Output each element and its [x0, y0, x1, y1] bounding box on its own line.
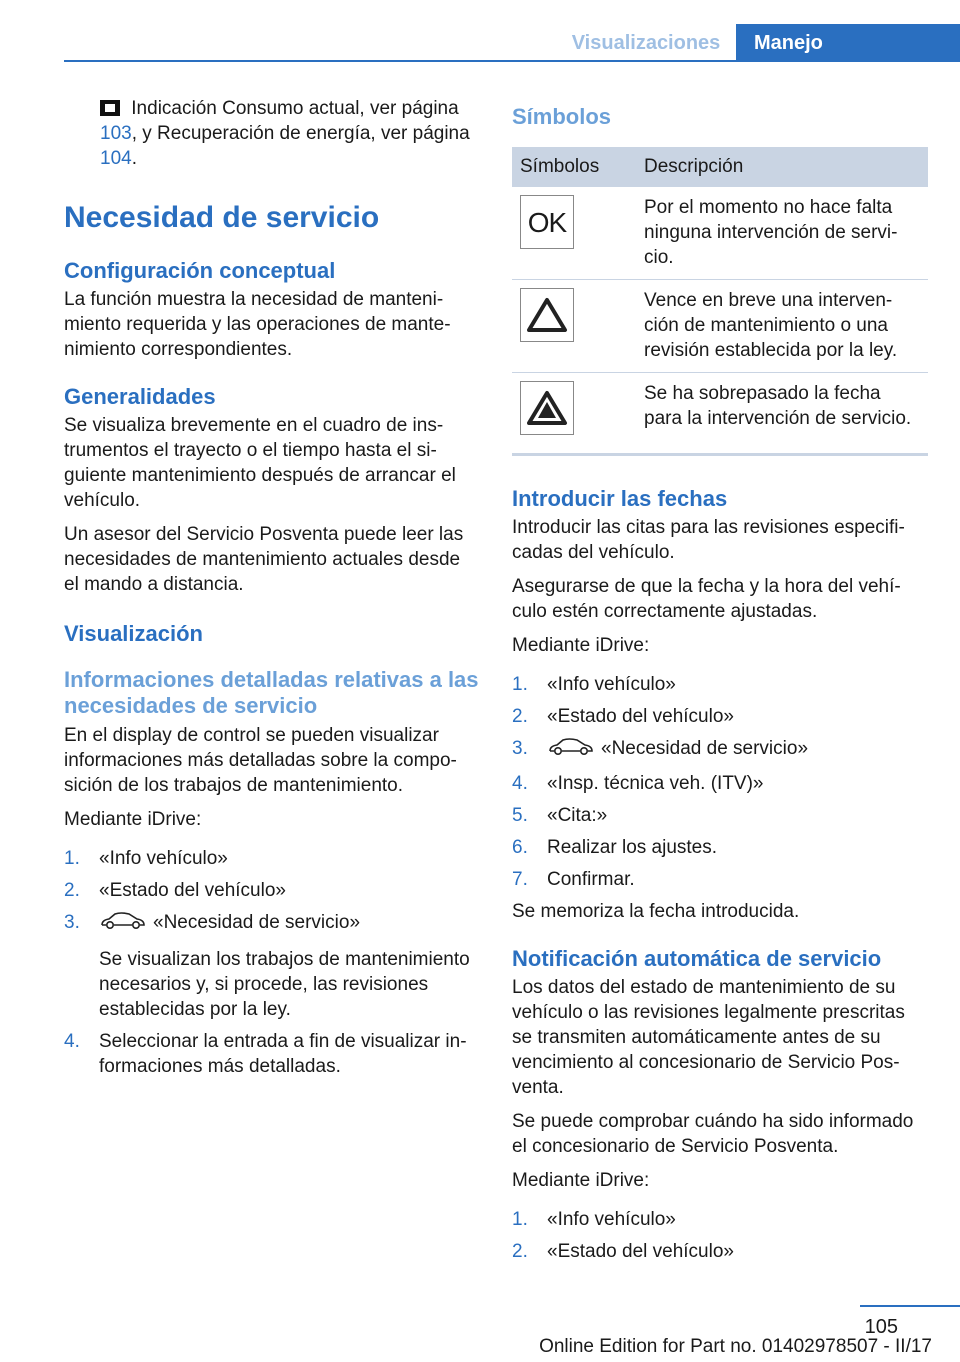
paragraph: Mediante iDrive: — [512, 1170, 650, 1191]
list-item — [512, 867, 928, 892]
note-text-mid: , y Recuperación de energía, ver página — [131, 123, 470, 144]
step-number: 1. — [512, 1209, 528, 1230]
step-number: 7. — [512, 869, 528, 890]
symbol-cell — [512, 280, 636, 373]
step-text: «Info vehículo» — [99, 848, 228, 869]
heading-introducir-fechas: Introducir las fechas — [512, 486, 728, 511]
symbol-cell — [512, 373, 636, 455]
list-item — [64, 910, 480, 1022]
edition-footer: Online Edition for Part no. 01402978507 - II/17 — [539, 1336, 932, 1357]
step-number: 5. — [512, 805, 528, 826]
description-cell: Por el momento no hace falta ninguna intervención de servicio. — [636, 187, 928, 280]
symbols-table — [512, 147, 928, 456]
car-service-icon — [547, 737, 595, 764]
triangle-exclamation-icon — [520, 381, 574, 435]
step-text: «Estado del vehículo» — [547, 706, 734, 727]
list-item — [512, 835, 928, 860]
step-number: 6. — [512, 837, 528, 858]
paragraph: Se visualiza brevemente en el cuadro de instrumentos el trayecto o el tiempo hasta el siguiente mantenimiento después de arrancar el vehículo. — [64, 415, 456, 511]
step-subtext: Se visualizan los trabajos de mantenimiento necesarios y, si procede, las revisiones establecidas por la ley. — [99, 949, 470, 1020]
fechas-steps-list — [512, 672, 928, 892]
paragraph: Los datos del estado de mantenimiento de su vehículo o las revisiones legalmente prescritas se transmiten automáticamente antes de su vencimiento al concesionario de Servicio Posventa. — [512, 977, 905, 1098]
table-row — [512, 373, 928, 455]
paragraph: Mediante iDrive: — [512, 635, 650, 656]
paragraph: En el display de control se pueden visualizar informaciones más detalladas sobre la composición de los trabajos de mantenimiento. — [64, 725, 457, 796]
list-item — [64, 878, 480, 903]
paragraph: Introducir las citas para las revisiones especificadas del vehículo. — [512, 517, 905, 563]
step-text: Realizar los ajustes. — [547, 837, 718, 858]
list-item — [512, 1207, 928, 1232]
table-row — [512, 187, 928, 280]
paragraph: Asegurarse de que la fecha y la hora del vehículo estén correctamente ajustadas. — [512, 576, 901, 622]
description-cell: Se ha sobrepasado la fecha para la intervención de servicio. — [636, 373, 928, 455]
step-text: «Insp. técnica veh. (ITV)» — [547, 773, 764, 794]
note-icon — [100, 100, 120, 116]
note-text-after: . — [131, 148, 137, 169]
list-item — [512, 736, 928, 764]
step-text: «Estado del vehículo» — [547, 1241, 734, 1262]
note-paragraph — [64, 96, 480, 171]
step-number: 4. — [512, 773, 528, 794]
note-text-before: Indicación Consumo actual, ver página — [126, 98, 459, 119]
step-number: 2. — [512, 706, 528, 727]
list-item — [64, 846, 480, 871]
list-item — [512, 672, 928, 697]
step-number: 2. — [512, 1241, 528, 1262]
step-text: «Estado del vehículo» — [99, 880, 286, 901]
header-tab-visualizaciones[interactable]: Visualizaciones — [571, 32, 721, 54]
step-number: 3. — [512, 738, 528, 759]
step-number: 4. — [64, 1031, 80, 1052]
step-number: 1. — [512, 674, 528, 695]
heading-visualizacion: Visualización — [64, 621, 203, 646]
right-column — [512, 96, 928, 1271]
paragraph: Se puede comprobar cuándo ha sido informado el concesionario de Servicio Posventa. — [512, 1111, 914, 1157]
header-rule — [64, 60, 960, 62]
idrive-steps-list — [64, 846, 480, 1079]
step-text: «Cita:» — [547, 805, 608, 826]
header-tab-manejo[interactable]: Manejo — [736, 24, 960, 62]
paragraph: Un asesor del Servicio Posventa puede leer las necesidades de mantenimiento actuales desde el mando a distancia. — [64, 524, 464, 595]
step-text: «Necesidad de servicio» — [153, 912, 361, 933]
paragraph: La función muestra la necesidad de mantenimiento requerida y las operaciones de mantenimiento correspondientes. — [64, 289, 451, 360]
page-link-103[interactable]: 103 — [100, 123, 132, 144]
step-text: «Necesidad de servicio» — [601, 738, 809, 759]
list-item — [512, 803, 928, 828]
step-text: Confirmar. — [547, 869, 635, 890]
list-item — [512, 771, 928, 796]
list-item — [512, 704, 928, 729]
list-item — [64, 1029, 480, 1079]
left-column — [64, 96, 480, 1086]
heading-notificacion-automatica: Notificación automática de servicio — [512, 946, 882, 971]
paragraph: Mediante iDrive: — [64, 809, 202, 830]
step-text: «Info vehículo» — [547, 1209, 676, 1230]
description-cell: Vence en breve una intervención de mantenimiento o una revisión establecida por la ley. — [636, 280, 928, 373]
step-number: 2. — [64, 880, 80, 901]
heading-informaciones-detalladas: Informaciones detalladas relativas a las necesidades de servicio — [64, 667, 479, 718]
notificacion-steps-list — [512, 1207, 928, 1264]
step-number: 3. — [64, 912, 80, 933]
list-item — [512, 1239, 928, 1264]
heading-generalidades: Generalidades — [64, 384, 216, 409]
step-text: Seleccionar la entrada a fin de visualizar informaciones más detalladas. — [99, 1031, 467, 1077]
car-service-icon — [99, 911, 147, 938]
column-header-simbolos: Símbolos — [512, 147, 636, 187]
ok-symbol-icon — [520, 195, 574, 249]
heading-simbolos: Símbolos — [512, 104, 612, 129]
column-header-descripcion: Descripción — [636, 147, 928, 187]
paragraph: Se memoriza la fecha introducida. — [512, 901, 800, 922]
step-number: 1. — [64, 848, 80, 869]
heading-configuracion: Configuración conceptual — [64, 258, 336, 283]
step-text: «Info vehículo» — [547, 674, 676, 695]
symbol-cell — [512, 187, 636, 280]
table-row — [512, 280, 928, 373]
page-number: 105 — [864, 1316, 898, 1338]
section-heading-necesidad-servicio: Necesidad de servicio — [64, 201, 380, 234]
triangle-warning-icon — [520, 288, 574, 342]
page-link-104[interactable]: 104 — [100, 148, 132, 169]
footer-rule — [860, 1305, 960, 1307]
ok-symbol-text: OK — [527, 206, 567, 238]
